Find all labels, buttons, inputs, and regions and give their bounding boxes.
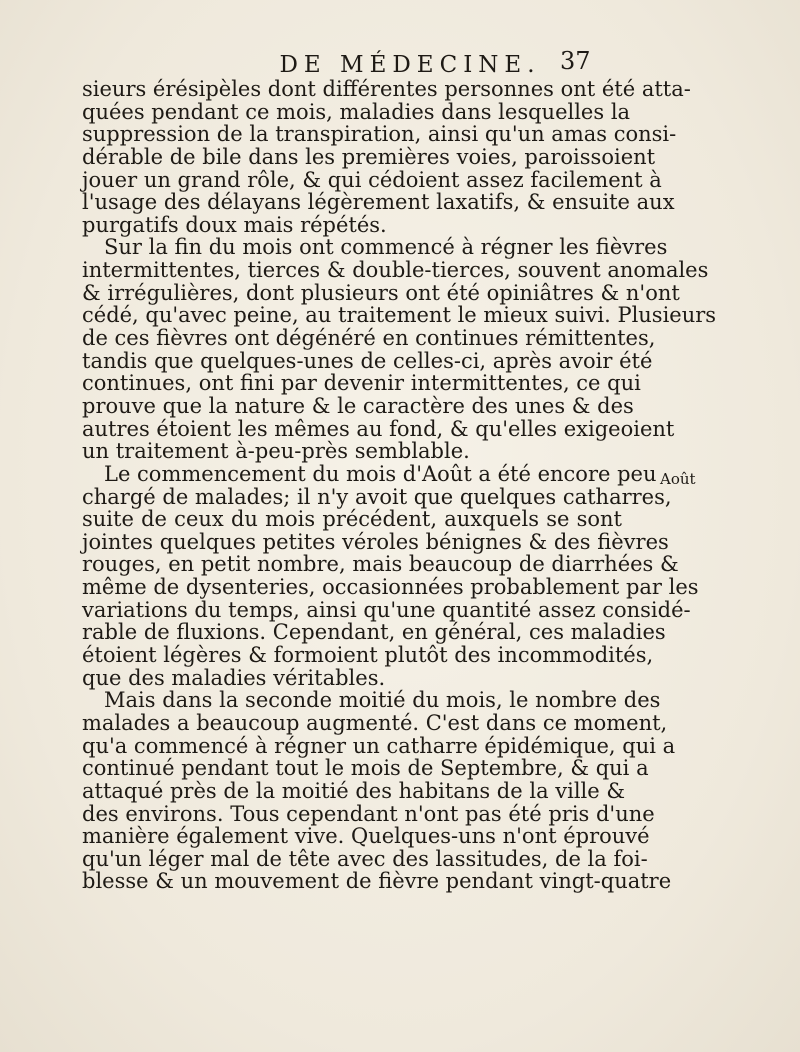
text-line: Sur la fin du mois ont commencé à régner les fièvres [104,235,668,260]
text-line: même de dysenteries, occasionnées probablement par les [82,575,699,600]
text-line: que des maladies véritables. [82,665,386,690]
page-number: 37 [560,47,591,75]
text-line: prouve que la nature & le caractère des unes & des [82,393,634,418]
text-line: des environs. Tous cependant n'ont pas été pris d'une [82,801,655,826]
text-line: qu'un léger mal de tête avec des lassitudes, de la foi- [82,846,648,871]
running-header: DE MÉDECINE. [279,52,541,78]
text-line: autres étoient les mêmes au fond, & qu'elles exigeoient [82,416,675,441]
text-line: variations du temps, ainsi qu'une quantité assez considé- [82,597,691,622]
text-line: étoient légères & formoient plutôt des incommodités, [82,643,654,668]
text-line: & irrégulières, dont plusieurs ont été opiniâtres & n'ont [82,280,680,305]
text-line: rouges, en petit nombre, mais beaucoup de diarrhées & [82,552,679,577]
text-line: Le commencement du mois d'Août a été encore peu [104,461,657,486]
text-line: un traitement à-peu-près semblable. [82,439,470,464]
text-line: jointes quelques petites véroles bénignes & des fièvres [82,529,669,554]
text-line: manière également vive. Quelques-uns n'ont éprouvé [82,824,650,849]
text-line: continué pendant tout le mois de Septembre, & qui a [82,756,649,781]
paragraph [82,688,676,894]
text-line: qu'a commencé à régner un catharre épidémique, qui a [82,733,676,758]
text-line: dérable de bile dans les premières voies, paroissoient [82,144,656,169]
text-line: intermittentes, tierces & double-tierces, souvent anomales [82,258,709,283]
text-line: chargé de malades; il n'y avoit que quelques catharres, [82,484,672,509]
text-line: suite de ceux du mois précédent, auxquels se sont [82,507,622,532]
paragraph [82,461,699,690]
text-line: purgatifs doux mais répétés. [82,212,387,237]
text-line: l'usage des délayans légèrement laxatifs, & ensuite aux [82,190,675,215]
text-line: Mais dans la seconde moitié du mois, le nombre des [104,688,661,713]
page-body [82,77,717,894]
text-line: sieurs érésipèles dont différentes personnes ont été atta- [82,77,691,101]
text-line: cédé, qu'avec peine, au traitement le mieux suivi. Plusieurs [82,303,717,328]
text-line: jouer un grand rôle, & qui cédoient assez facilement à [82,167,662,192]
paragraph [82,77,691,237]
text-line: rable de fluxions. Cependant, en général, ces maladies [82,620,666,645]
text-line: continues, ont fini par devenir intermittentes, ce qui [82,371,641,396]
text-line: blesse & un mouvement de fièvre pendant vingt-quatre [82,869,672,894]
text-line: tandis que quelques-unes de celles-ci, après avoir été [82,348,653,373]
text-line: de ces fièvres ont dégénéré en continues rémittentes, [82,326,656,351]
margin-note: Août [660,470,696,488]
text-line: malades a beaucoup augmenté. C'est dans ce moment, [82,710,668,735]
text-line: attaqué près de la moitié des habitans de la ville & [82,778,626,803]
text-line: suppression de la transpiration, ainsi qu'un amas consi- [82,122,677,147]
text-line: quées pendant ce mois, maladies dans lesquelles la [82,99,631,124]
paragraph [82,235,717,464]
